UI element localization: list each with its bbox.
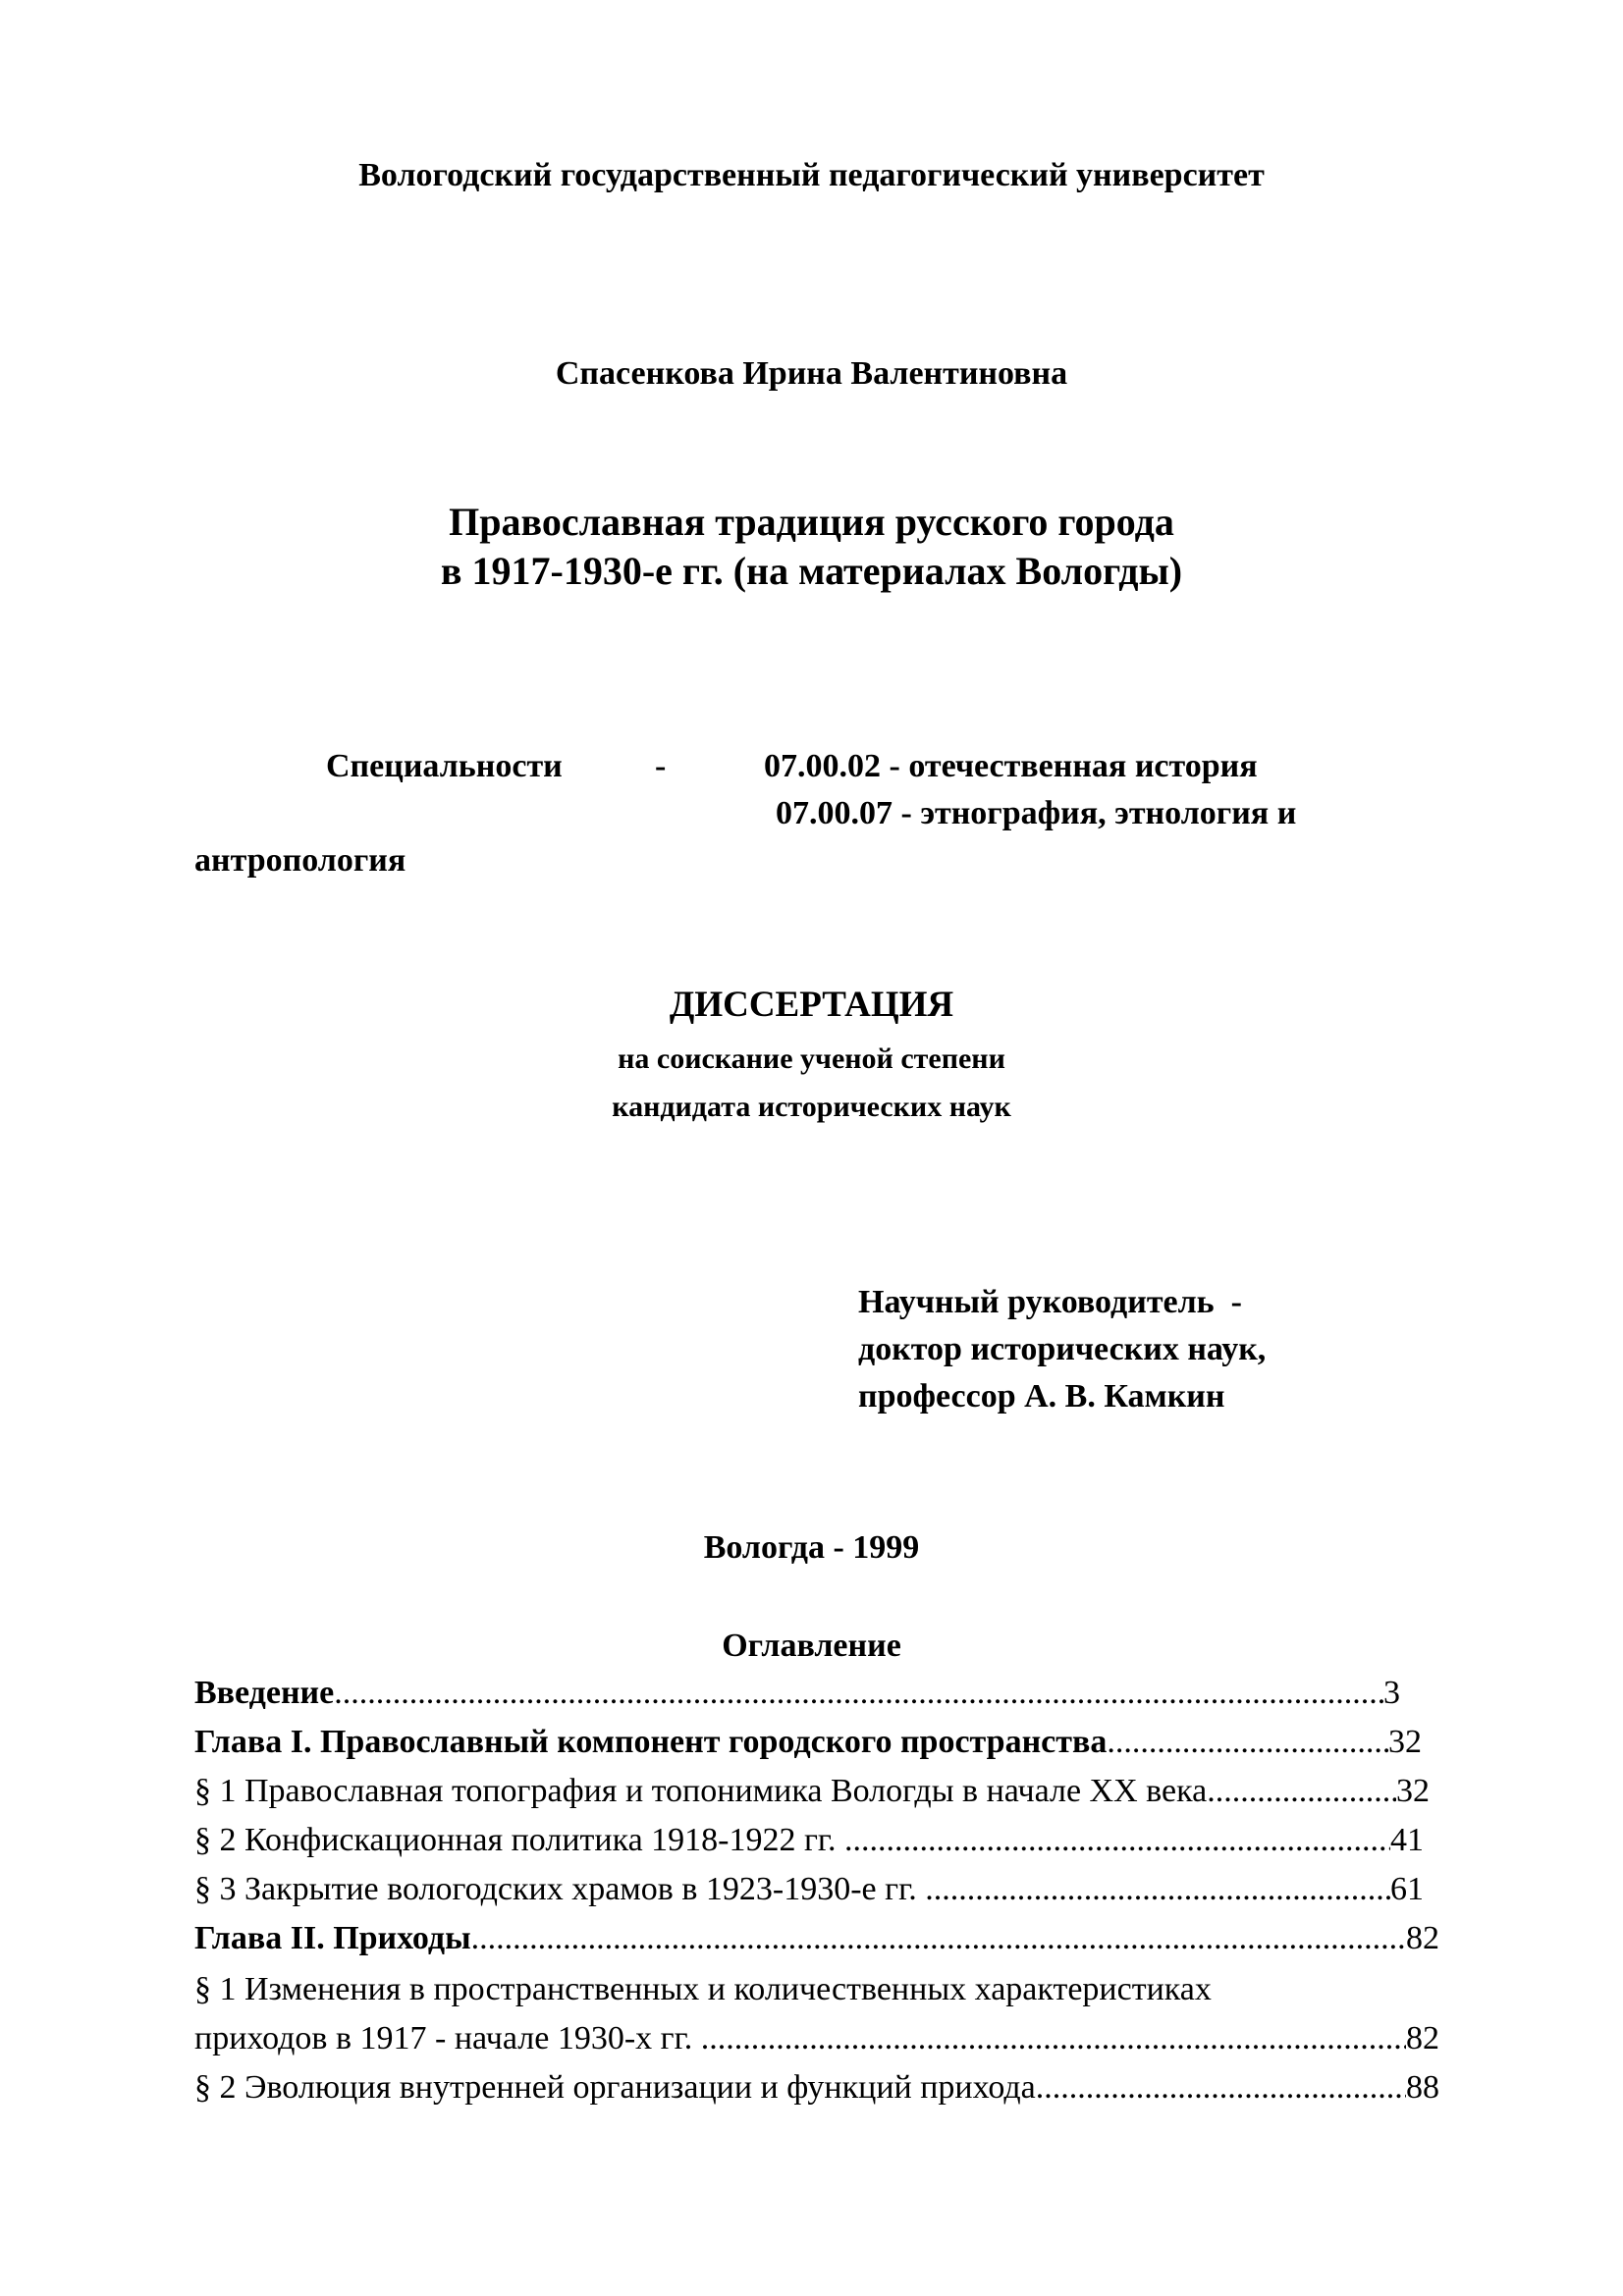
toc-leader-dots <box>1107 1724 1388 1761</box>
toc-entry-page: 3 <box>1383 1675 1400 1711</box>
author-name: Спасенкова Ирина Валентиновна <box>555 355 1068 392</box>
toc-leader-dots <box>1036 2069 1406 2107</box>
toc-entry <box>194 1675 1400 1712</box>
toc-entry-page: 88 <box>1406 2069 1439 2106</box>
toc-entry-title: § 3 Закрытие вологодских храмов в 1923-1930-е гг. <box>194 1871 926 1907</box>
title-line-1: Православная традиция русского города <box>449 500 1174 544</box>
toc-entry-page: 82 <box>1406 2020 1439 2056</box>
toc-leader-dots <box>701 2020 1406 2057</box>
specialties-label: Специальности <box>326 748 563 784</box>
place-year: Вологда - 1999 <box>703 1529 920 1566</box>
dissertation-line-2: кандидата исторических наук <box>612 1091 1011 1123</box>
university-name: Вологодский государственный педагогический университет <box>358 157 1265 193</box>
toc-entry-title: Введение <box>194 1675 335 1711</box>
toc-entry-page: 32 <box>1388 1724 1422 1760</box>
toc-entry-title: § 2 Конфискационная политика 1918-1922 гг. <box>194 1822 845 1858</box>
toc-entry <box>194 1871 1424 1908</box>
specialty-2: 07.00.07 - этнография, этнология и <box>776 795 1297 831</box>
toc-entry <box>194 2020 1439 2057</box>
advisor-line-1: Научный руководитель - <box>858 1284 1242 1320</box>
toc-entry-page: 41 <box>1390 1822 1424 1858</box>
toc-leader-dots <box>471 1920 1406 1957</box>
toc-entry <box>194 1773 1430 1810</box>
advisor-line-2: доктор исторических наук, <box>858 1331 1267 1367</box>
specialty-1: 07.00.02 - отечественная история <box>764 748 1258 784</box>
advisor-line-3: профессор А. В. Камкин <box>858 1378 1225 1415</box>
toc-entry-page: 82 <box>1406 1920 1439 1956</box>
dissertation-heading: ДИССЕРТАЦИЯ <box>669 985 954 1025</box>
dissertation-line-1: на соискание ученой степени <box>618 1042 1005 1075</box>
toc-entry-page: 61 <box>1390 1871 1424 1907</box>
specialty-2-continued: антропология <box>194 842 406 879</box>
toc-entry-title: приходов в 1917 - начале 1930-х гг. <box>194 2020 701 2056</box>
toc-entry <box>194 1724 1422 1761</box>
toc-entry-title: Глава II. Приходы <box>194 1920 471 1956</box>
toc-entry-title: § 2 Эволюция внутренней организации и функций прихода <box>194 2069 1036 2106</box>
toc-entry <box>194 1971 1439 2008</box>
toc-entry-title: § 1 Православная топография и топонимика Вологды в начале XX века <box>194 1773 1208 1809</box>
toc-leader-dots <box>925 1871 1390 1908</box>
toc-entry-title: Глава I. Православный компонент городского пространства <box>194 1724 1108 1760</box>
toc-entry-title: § 1 Изменения в пространственных и количественных характеристиках <box>194 1971 1212 2007</box>
title-line-2: в 1917-1930-е гг. (на материалах Вологды) <box>440 549 1183 593</box>
toc-leader-dots <box>1207 1773 1396 1810</box>
toc-entry <box>194 1920 1439 1957</box>
specialties-dash: - <box>655 748 667 784</box>
toc-leader-dots <box>844 1822 1390 1859</box>
toc-entry <box>194 1822 1424 1859</box>
toc-entry <box>194 2069 1439 2107</box>
toc-entry-page: 32 <box>1396 1773 1430 1809</box>
toc-heading: Оглавление <box>722 1628 901 1664</box>
toc-leader-dots <box>334 1675 1383 1712</box>
